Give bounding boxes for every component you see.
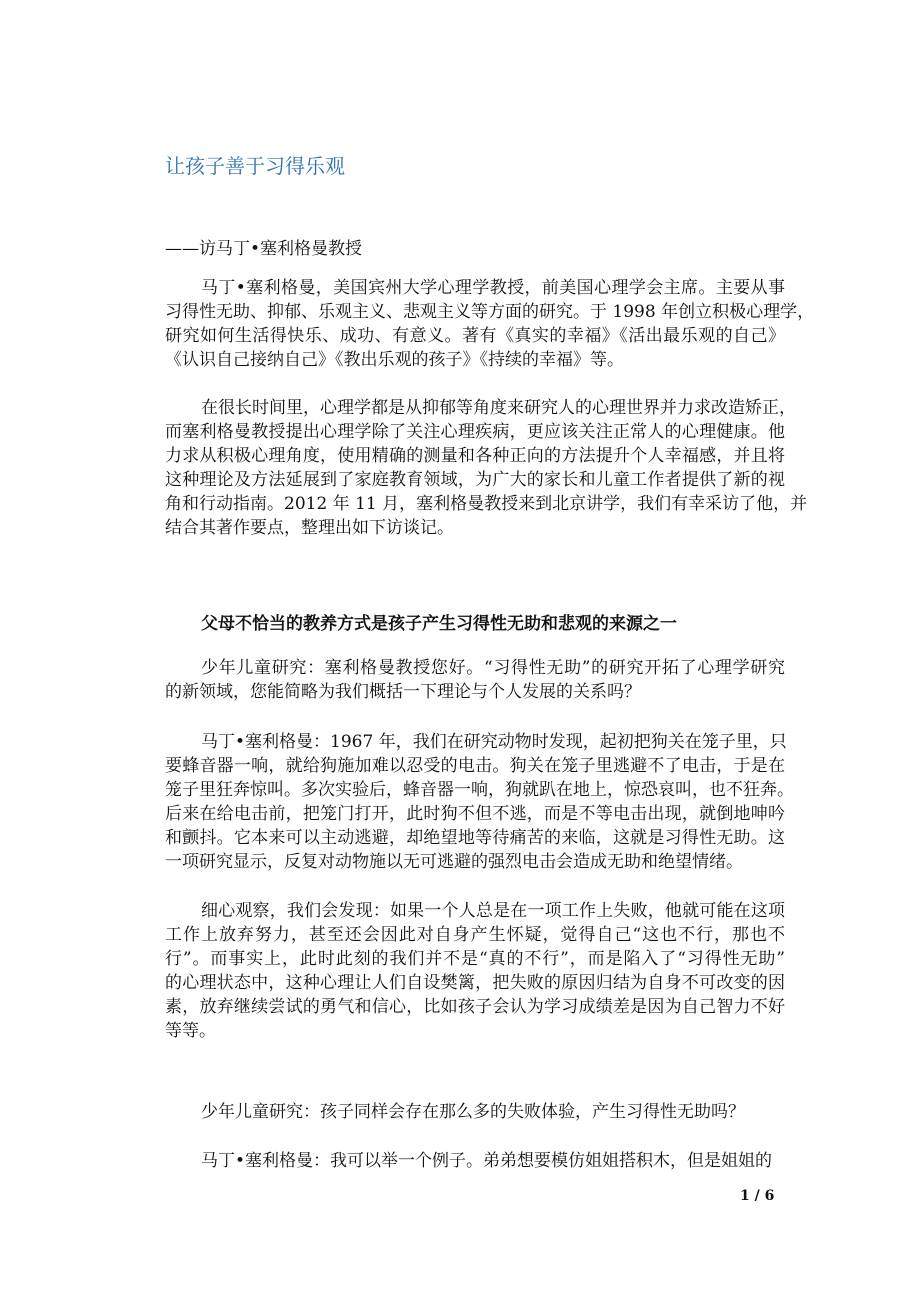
text-line: 《认识自己接纳自己》《教出乐观的孩子》《持续的幸福》等。 bbox=[165, 350, 624, 370]
intro-paragraph bbox=[165, 396, 808, 540]
text-line: 角和行动指南。2012 年 11 月，塞利格曼教授来到北京讲学，我们有幸采访了他，并 bbox=[165, 494, 808, 514]
body-paragraph bbox=[165, 656, 785, 704]
intro-paragraph bbox=[165, 276, 815, 372]
text-line: 后来在给电击前，把笼门打开，此时狗不但不逃，而是不等电击出现，就倒地呻吟 bbox=[165, 804, 785, 824]
text-line: 工作上放弃努力，甚至还会因此对自身产生怀疑，觉得自己“这也不行，那也不 bbox=[165, 925, 785, 945]
text-line: 结合其著作要点，整理出如下访谈记。 bbox=[165, 518, 454, 538]
text-line: 要蜂音器一响，就给狗施加难以忍受的电击。狗关在笼子里逃避不了电击，于是在 bbox=[165, 756, 785, 776]
section-heading: 父母不恰当的教养方式是孩子产生习得性无助和悲观的来源之一 bbox=[201, 614, 677, 634]
text-line: 和颤抖。它本来可以主动逃避，却绝望地等待痛苦的来临，这就是习得性无助。这 bbox=[165, 828, 785, 848]
text-line: 研究如何生活得快乐、成功、有意义。著有《真实的幸福》《活出最乐观的自己》 bbox=[165, 326, 785, 346]
text-line: 少年儿童研究：塞利格曼教授您好。“习得性无助”的研究开拓了心理学研究 bbox=[201, 658, 785, 678]
text-line: 一项研究显示，反复对动物施以无可逃避的强烈电击会造成无助和绝望情绪。 bbox=[165, 852, 743, 872]
text-line: 的新领域，您能简略为我们概括一下理论与个人发展的关系吗？ bbox=[165, 682, 641, 702]
text-line: 而塞利格曼教授提出心理学除了关注心理疾病，更应该关注正常人的心理健康。他 bbox=[165, 422, 785, 442]
text-line: 的心理状态中，这种心理让人们自设樊篱，把失败的原因归结为自身不可改变的因 bbox=[165, 973, 785, 993]
text-line: 少年儿童研究：孩子同样会存在那么多的失败体验，产生习得性无助吗？ bbox=[201, 1102, 745, 1122]
text-line: 这种理论及方法延展到了家庭教育领域，为广大的家长和儿童工作者提供了新的视 bbox=[165, 470, 785, 490]
text-line: 笼子里狂奔惊叫。多次实验后，蜂音器一响，狗就趴在地上，惊恐哀叫，也不狂奔。 bbox=[165, 780, 794, 800]
text-line: 习得性无助、抑郁、乐观主义、悲观主义等方面的研究。于 1998 年创立积极心理学， bbox=[165, 302, 815, 322]
text-line: 等等。 bbox=[165, 1021, 216, 1041]
body-paragraph bbox=[165, 899, 785, 1043]
text-line: 马丁•塞利格曼：1967 年，我们在研究动物时发现，起初把狗关在笼子里，只 bbox=[201, 732, 787, 752]
text-line: 马丁•塞利格曼，美国宾州大学心理学教授，前美国心理学会主席。主要从事 bbox=[201, 278, 785, 298]
body-paragraph bbox=[165, 1149, 785, 1173]
text-line: 马丁•塞利格曼：我可以举一个例子。弟弟想要模仿姐姐搭积木，但是姐姐的 bbox=[201, 1151, 773, 1171]
body-paragraph bbox=[165, 1100, 785, 1124]
text-line: 力求从积极心理角度，使用精确的测量和各种正向的方法提升个人幸福感，并且将 bbox=[165, 446, 785, 466]
text-line: 在很长时间里，心理学都是从抑郁等角度来研究人的心理世界并力求改造矫正， bbox=[201, 398, 796, 418]
text-line: 细心观察，我们会发现：如果一个人总是在一项工作上失败，他就可能在这项 bbox=[201, 901, 785, 921]
document-title: 让孩子善于习得乐观 bbox=[165, 154, 345, 178]
text-line: 行”。而事实上，此时此刻的我们并不是“真的不行”，而是陷入了“习得性无助” bbox=[165, 949, 785, 969]
page-number: 1 / 6 bbox=[740, 1188, 775, 1204]
text-line: 素，放弃继续尝试的勇气和信心，比如孩子会认为学习成绩差是因为自己智力不好 bbox=[165, 997, 785, 1017]
body-paragraph bbox=[165, 730, 794, 874]
document-subtitle: ——访马丁•塞利格曼教授 bbox=[165, 239, 363, 259]
